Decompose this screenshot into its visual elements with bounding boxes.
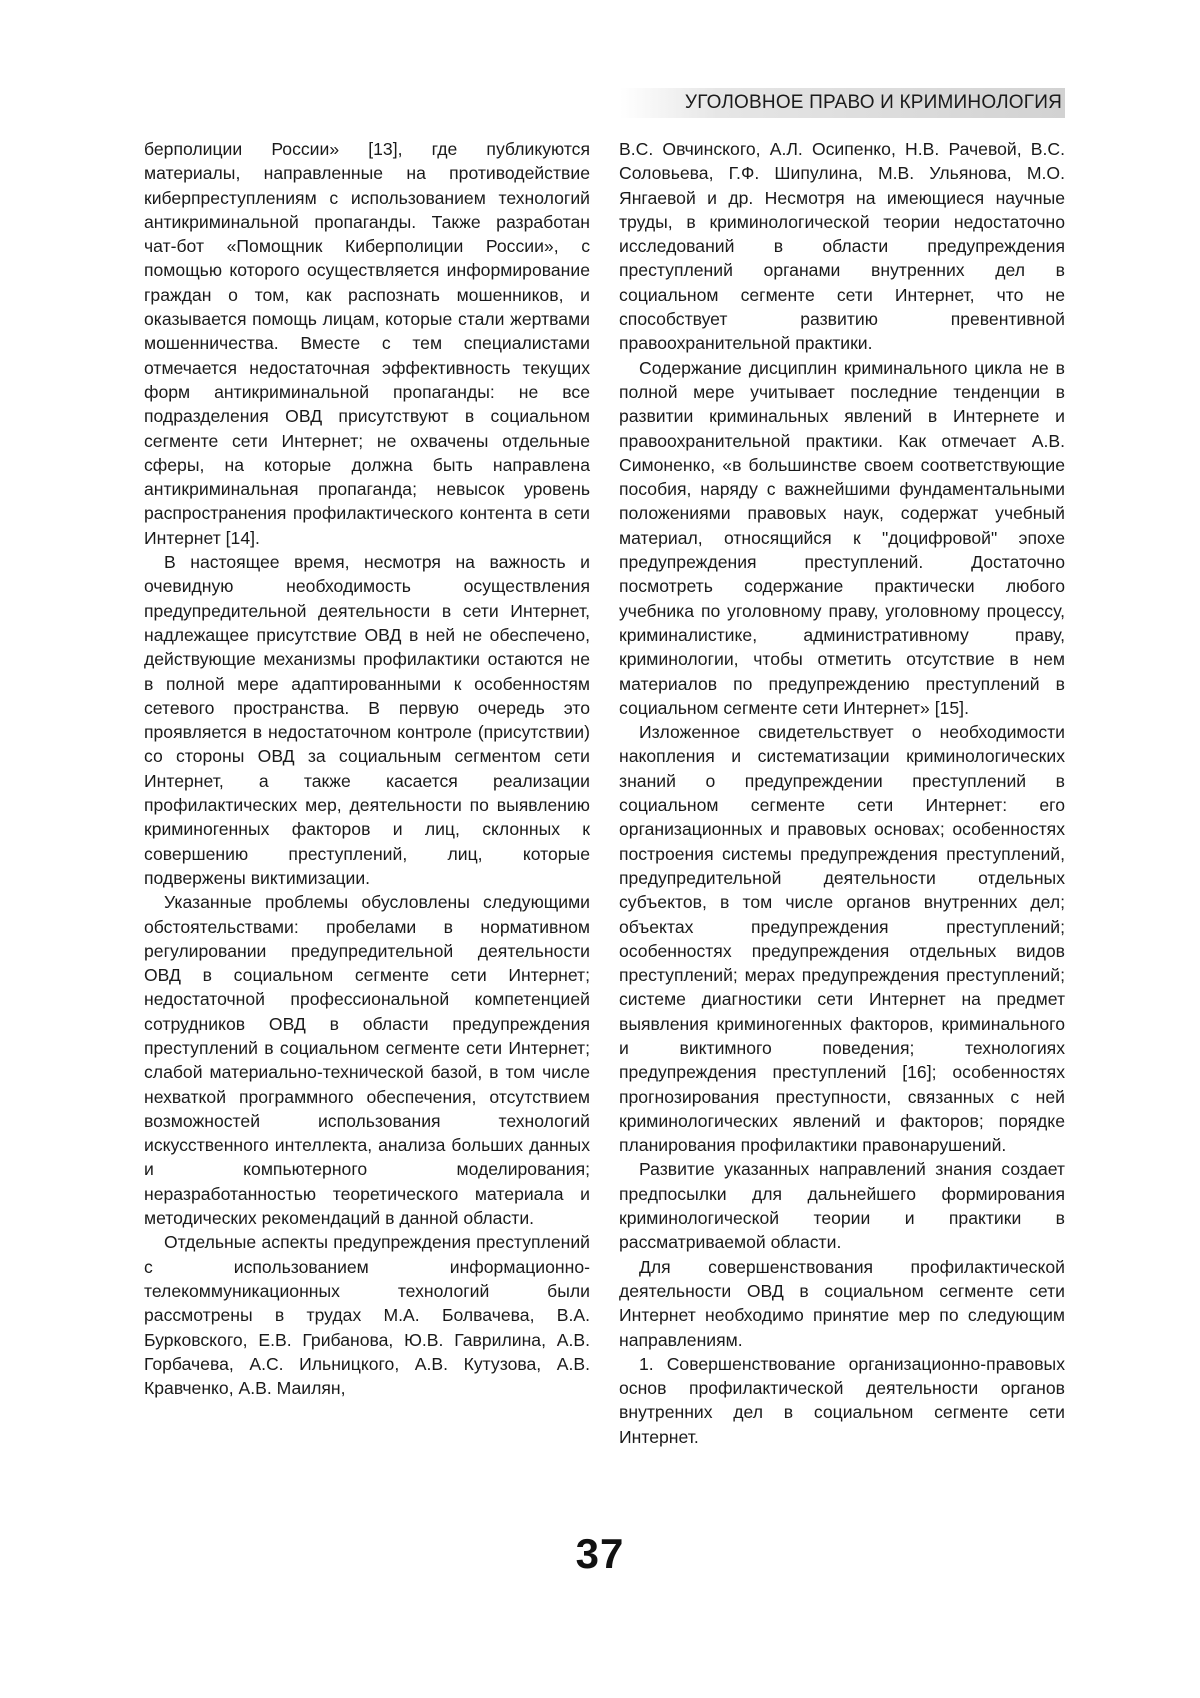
paragraph: Развитие указанных направлений знания создает предпосылки для дальнейшего формирования криминологической теории и практики в рассматриваемой области. — [619, 1159, 1065, 1253]
right-column — [619, 137, 1065, 1449]
section-title: УГОЛОВНОЕ ПРАВО И КРИМИНОЛОГИЯ — [684, 92, 1062, 113]
paragraph: Отдельные аспекты предупреждения преступлений с использованием информационно-телекоммуникационных технологий были рассмотрены в трудах М.А. Болвачева, В.А. Бурковского, Е.В. Грибанова, Ю.В. Гаврилина, А.В. Горбачева, А.С. Ильницкого, А.В. Кутузова, А.В. Кравченко, А.В. Маилян, — [144, 1232, 590, 1399]
paragraph: Для совершенствования профилактической деятельности ОВД в социальном сегменте сети Интернет необходимо принятие мер по следующим направлениям. — [619, 1256, 1065, 1350]
paragraph: Указанные проблемы обусловлены следующими обстоятельствами: пробелами в нормативном регулировании предупредительной деятельности ОВД в социальном сегменте сети Интернет; недостаточной профессиональной компетенцией сотрудников ОВД в области предупреждения преступлений в социальном сегменте сети Интернет; слабой материально-технической базой, в том числе нехваткой программного обеспечения, отсутствием возможностей использования технологий искусственного интеллекта, анализа больших данных и компьютерного моделирования; неразработанностью теоретического материала и методических рекомендаций в данной области. — [144, 892, 590, 1229]
paragraph: берполиции России» [13], где публикуются материалы, направленные на противодействие киберпреступлениям с использованием технологий антикриминальной пропаганды. Также разработан чат-бот «Помощник Киберполиции России», с помощью которого осуществляется информирование граждан о том, как распознать мошенников, и оказывается помощь лицам, которые стали жертвами мошенничества. Вместе с тем специалистами отмечается недостаточная эффективность текущих форм антикриминальной пропаганды: не все подразделения ОВД присутствуют в социальном сегменте сети Интернет; не охвачены отдельные сферы, на которые должна быть направлена антикриминальная пропаганда; невысок уровень распространения профилактического контента в сети Интернет [14]. — [144, 139, 590, 548]
page-number: 37 — [575, 1530, 625, 1577]
paragraph: В.С. Овчинского, А.Л. Осипенко, Н.В. Рачевой, В.С. Соловьева, Г.Ф. Шипулина, М.В. Ульянова, М.О. Янгаевой и др. Несмотря на имеющиеся научные труды, в криминологической теории недостаточно исследований в области предупреждения преступлений органами внутренних дел в социальном сегменте сети Интернет, что не способствует развитию превентивной правоохранительной практики. — [619, 139, 1065, 354]
paragraph: В настоящее время, несмотря на важность и очевидную необходимость осуществления предупредительной деятельности в сети Интернет, надлежащее присутствие ОВД в ней не обеспечено, действующие механизмы профилактики остаются не в полной мере адаптированными к особенностям сетевого пространства. В первую очередь это проявляется в недостаточном контроле (присутствии) со стороны ОВД за социальным сегментом сети Интернет, а также касается реализации профилактических мер, деятельности по выявлению криминогенных факторов и лиц, склонных к совершению преступлений, лиц, которые подвержены виктимизации. — [144, 552, 590, 888]
paragraph: Содержание дисциплин криминального цикла не в полной мере учитывает последние тенденции в развитии криминальных явлений в Интернете и правоохранительной практики. Как отмечает А.В. Симоненко, «в большинстве своем соответствующие пособия, наряду с важнейшими фундаментальными положениями правовых наук, содержат учебный материал, относящийся к "доцифровой" эпохе предупреждения преступлений. Достаточно посмотреть содержание практически любого учебника по уголовному праву, уголовному процессу, криминалистике, административному праву, криминологии, чтобы отметить отсутствие в нем материалов по предупреждению преступлений в социальном сегменте сети Интернет» [15]. — [619, 357, 1065, 718]
paragraph: 1. Совершенствование организационно-правовых основ профилактической деятельности органов внутренних дел в социальном сегменте сети Интернет. — [619, 1353, 1065, 1447]
paragraph: Изложенное свидетельствует о необходимости накопления и систематизации криминологических знаний о предупреждении преступлений в социальном сегменте сети Интернет: его организационных и правовых основах; особенностях построения системы предупреждения преступлений, предупредительной деятельности отдельных субъектов, в том числе органов внутренних дел; объектах предупреждения преступлений; особенностях предупреждения отдельных видов преступлений; мерах предупреждения преступлений; системе диагностики сети Интернет на предмет выявления криминогенных факторов, криминального и виктимного поведения; технологиях предупреждения преступлений [16]; особенностях прогнозирования преступности, связанных с ней криминологических явлений и факторов; порядке планирования профилактики правонарушений. — [619, 722, 1065, 1156]
left-column — [144, 137, 590, 1400]
